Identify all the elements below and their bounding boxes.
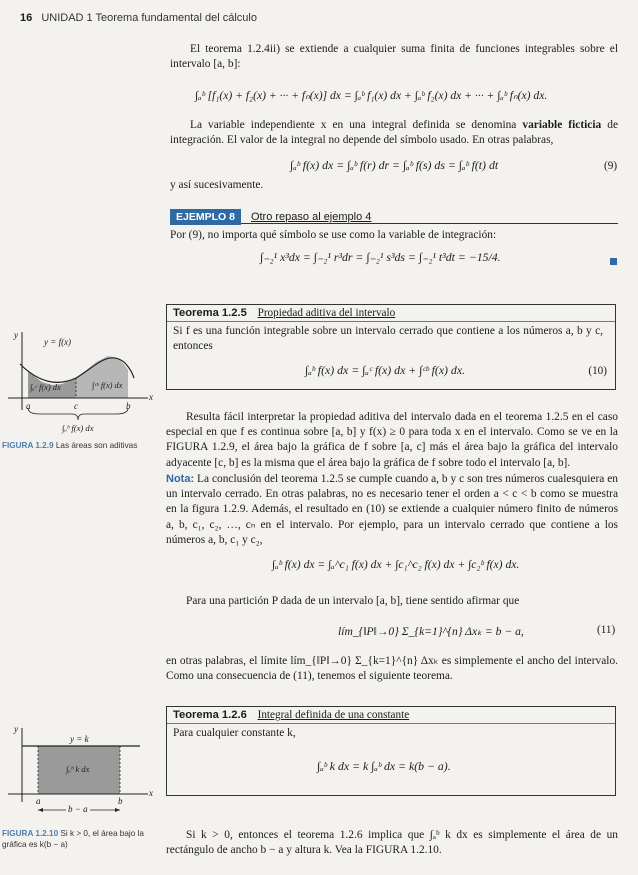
theorem-number: Teorema 1.2.5 xyxy=(173,307,247,319)
y-axis-label: y xyxy=(14,330,18,340)
page-number: 16 xyxy=(20,12,33,24)
width-label: b − a xyxy=(68,804,88,814)
equation-11: lím_{‖P‖→0} Σ_{k=1}^{n} Δxₖ = b − a, xyxy=(338,625,524,638)
theorem-1-2-6-equation: ∫ₐᵇ k dx = k ∫ₐᵇ dx = k(b − a). xyxy=(317,759,451,773)
figure-caption-text: Las áreas son aditivas xyxy=(55,441,138,450)
point-a-label: a xyxy=(26,401,31,411)
total-area-label: ∫ₐᵇ f(x) dx xyxy=(62,423,94,433)
point-a-label: a xyxy=(36,796,41,806)
note-paragraph xyxy=(166,472,618,548)
figure-caption-label: FIGURA 1.2.9 xyxy=(2,441,54,450)
example-8-equation: ∫₋₂¹ x³dx = ∫₋₂¹ r³dr = ∫₋₂¹ s³ds = ∫₋₂¹ t³dt = −15/4. xyxy=(260,250,501,264)
end-of-example-square xyxy=(610,258,617,265)
figure-1-2-10-caption xyxy=(2,828,150,850)
page-header xyxy=(20,12,257,24)
theorem-1-2-5-eq-number: (10) xyxy=(588,365,607,377)
dummy-variable-paragraph xyxy=(170,118,618,148)
theorem-1-2-6-header xyxy=(167,707,615,724)
figure-1-2-9-caption xyxy=(2,440,142,451)
theorem-1-2-6-text: Para cualquier constante k, xyxy=(173,727,296,739)
final-paragraph: Si k > 0, entonces el teorema 1.2.6 implica que ∫ₐᵇ k dx es simplemente el área de un rectángulo de ancho b − a y altura k. Vea la FIGURA 1.2.10. xyxy=(166,829,618,857)
intro-paragraph: El teorema 1.2.4ii) se extiende a cualquier suma finita de funciones integrables sobre el intervalo [a, b]: xyxy=(170,43,618,71)
theorem-1-2-5-header xyxy=(167,305,615,322)
theorem-name: Integral definida de una constante xyxy=(257,709,410,721)
equation-11-number: (11) xyxy=(597,624,616,636)
note-label: Nota: xyxy=(166,473,195,485)
theorem-name: Propiedad aditiva del intervalo xyxy=(257,307,396,319)
constant-area-label: ∫ₐᵇ k dx xyxy=(66,764,90,774)
point-b-label: b xyxy=(118,796,123,806)
x-axis-label: x xyxy=(149,392,153,402)
constant-line-label: y = k xyxy=(70,734,89,744)
width-arrow-right-head xyxy=(115,808,120,812)
dummy-variable-text-end: de integración. El valor de la integral no depende del símbolo usado. En otras palabras, xyxy=(170,119,618,147)
running-title: UNIDAD 1 Teorema fundamental del cálculo xyxy=(41,12,257,24)
function-label: y = f(x) xyxy=(44,337,72,347)
left-area-label: ∫ₐᶜ f(x) dx xyxy=(30,383,61,392)
additive-explanation-paragraph: Resulta fácil interpretar la propiedad aditiva del intervalo dada en el teorema 1.2.5 en el caso especial en que f es continua sobre [a, b] y f(x) ≥ 0 para toda x en el intervalo. Como se ve en la FIGURA 1.2.9, el área bajo la gráfica de f sobre [a, c] más el área bajo la gráfica del intervalo adyacente [c, b] es la misma que el área bajo la gráfica de f sobre todo el intervalo [a, b]. xyxy=(166,411,618,469)
sum-equation: ∫ₐᵇ [f₁(x) + f₂(x) + ··· + fₙ(x)] dx = ∫ₐᵇ f₁(x) dx + ∫ₐᵇ f₂(x) dx + ··· + ∫ₐᵇ fₙ(x) dx. xyxy=(195,89,548,102)
right-area xyxy=(76,356,128,398)
figure-caption-label: FIGURA 1.2.10 xyxy=(2,829,59,838)
dummy-variable-text-start: La variable independiente x en una integral definida se denomina xyxy=(190,119,523,131)
example-title: Otro repaso al ejemplo 4 xyxy=(250,211,372,223)
example-8-header xyxy=(170,207,618,224)
equation-9-number: (9) xyxy=(604,160,618,172)
theorem-1-2-5-equation: ∫ₐᵇ f(x) dx = ∫ₐᶜ f(x) dx + ∫ᶜᵇ f(x) dx. xyxy=(305,363,466,377)
width-arrow-left-head xyxy=(38,808,43,812)
dummy-variable-term: variable ficticia xyxy=(522,119,602,131)
x-axis-label: x xyxy=(149,788,153,798)
theorem-1-2-5-box xyxy=(166,304,616,390)
right-area-label: ∫ᶜᵇ f(x) dx xyxy=(92,381,123,390)
point-c-label: c xyxy=(74,401,78,411)
note-text: La conclusión del teorema 1.2.5 se cumple cuando a, b y c son tres números cualesquiera en un intervalo cerrado. En otras palabras, no es necesario tener el orden a < c < b como se muestra en la figura 1.2.9. Además, el resultado en (10) se extiende a cualquier número finito de números a, b, c₁, c₂, …, cₙ en el intervalo. Por ejemplo, para un intervalo cerrado que contiene a los números a, b, c₁ y c₂, xyxy=(166,473,618,546)
y-axis-label: y xyxy=(14,724,18,734)
theorem-1-2-5-text: Si f es una función integrable sobre un intervalo cerrado que contiene a los números a, b y c, entonces xyxy=(173,325,603,353)
total-brace xyxy=(28,408,128,420)
theorem-1-2-6-box xyxy=(166,706,616,796)
so-on-text: y así sucesivamente. xyxy=(170,179,264,191)
example-badge: EJEMPLO 8 xyxy=(170,209,241,225)
example-8-text: Por (9), no importa qué símbolo se use como la variable de integración: xyxy=(170,229,497,241)
c1-c2-equation: ∫ₐᵇ f(x) dx = ∫ₐ^c₁ f(x) dx + ∫c₁^c₂ f(x) dx + ∫c₂ᵇ f(x) dx. xyxy=(272,558,520,571)
figure-caption-text: Si k > 0, el área bajo la gráfica es k(b − a) xyxy=(2,829,144,849)
limit-paragraph: en otras palabras, el límite lím_{‖P‖→0} Σ_{k=1}^{n} Δxₖ es simplemente el ancho del intervalo. Como una consecuencia de (11), tenemos el siguiente teorema. xyxy=(166,655,618,683)
theorem-number: Teorema 1.2.6 xyxy=(173,709,247,721)
point-b-label: b xyxy=(126,401,131,411)
equation-9: ∫ₐᵇ f(x) dx = ∫ₐᵇ f(r) dr = ∫ₐᵇ f(s) ds = ∫ₐᵇ f(t) dt xyxy=(290,158,499,172)
partition-paragraph: Para una partición P dada de un intervalo [a, b], tiene sentido afirmar que xyxy=(186,595,520,607)
